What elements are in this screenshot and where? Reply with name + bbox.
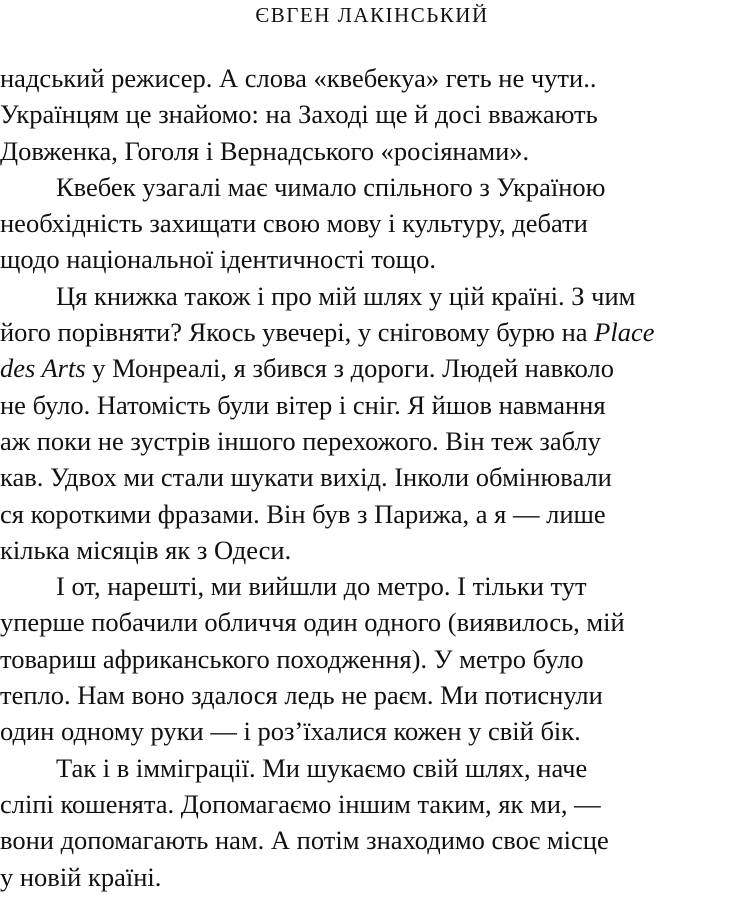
text-line — [0, 387, 744, 423]
text-run: товариш африканського походження). У метро було — [0, 643, 584, 674]
text-line — [0, 822, 744, 858]
text-run: аж поки не зустрів іншого перехожого. Він теж заблу — [0, 425, 601, 456]
text-line — [0, 423, 744, 459]
text-line — [0, 314, 744, 350]
text-run: Так і в імміграції. Ми шукаємо свій шлях, наче — [56, 752, 588, 783]
text-run: у Монреалі, я збився з дороги. Людей навколо — [85, 353, 614, 384]
text-run: Довженка, Гоголя і Вернадського «росіянами». — [0, 135, 530, 166]
text-line — [0, 133, 744, 169]
text-run: щодо національної ідентичності тощо. — [0, 244, 436, 275]
text-line — [0, 241, 744, 277]
running-head: ЄВГЕН ЛАКІНСЬКИЙ — [255, 3, 489, 27]
text-line — [0, 859, 744, 895]
text-line — [0, 278, 744, 314]
text-run: кав. Удвох ми стали шукати вихід. Інколи обмінювали — [0, 462, 612, 493]
text-line — [0, 677, 744, 713]
text-line — [0, 60, 744, 96]
text-run: у новій країні. — [0, 861, 162, 892]
text-run: Українцям це знайомо: на Заході ще й досі вважають — [0, 99, 598, 130]
text-line — [0, 641, 744, 677]
text-run: І от, нарешті, ми вийшли до метро. І тільки тут — [56, 571, 587, 602]
text-run: уперше побачили обличчя один одного (виявилось, мій — [0, 607, 625, 638]
text-line — [0, 786, 744, 822]
italic-text-run: des Arts — [0, 353, 86, 384]
text-line — [0, 169, 744, 205]
text-line — [0, 96, 744, 132]
text-line — [0, 604, 744, 640]
text-line — [0, 459, 744, 495]
text-line — [0, 568, 744, 604]
text-run: Ця книжка також і про мій шлях у цій країні. З чим — [56, 280, 636, 311]
page-body-text — [0, 60, 744, 895]
text-line — [0, 496, 744, 532]
text-line — [0, 713, 744, 749]
text-run: кілька місяців як з Одеси. — [0, 534, 292, 565]
text-run: його порівняти? Якось увечері, у сніговому бурю на — [0, 317, 595, 348]
text-run: необхідність захищати свою мову і культуру, дебати — [0, 208, 588, 239]
italic-text-run: Place — [594, 317, 655, 348]
text-run: Квебек узагалі має чимало спільного з Україною — [56, 171, 606, 202]
text-line — [0, 750, 744, 786]
text-line — [0, 532, 744, 568]
text-run: один одному руки — і роз’їхалися кожен у свій бік. — [0, 716, 581, 747]
text-run: надський режисер. А слова «квебекуа» геть не чути.. — [0, 63, 597, 93]
text-run: тепло. Нам воно здалося ледь не раєм. Ми потиснули — [0, 680, 603, 711]
text-line — [0, 350, 744, 386]
text-run: вони допомагають нам. А потім знаходимо своє місце — [0, 825, 609, 856]
text-run: не було. Натомість були вітер і сніг. Я йшов навмання — [0, 389, 606, 420]
text-line — [0, 205, 744, 241]
text-run: ся короткими фразами. Він був з Парижа, а я — лише — [0, 498, 606, 529]
text-run: сліпі кошенята. Допомагаємо іншим таким, як ми, — — [0, 788, 601, 819]
